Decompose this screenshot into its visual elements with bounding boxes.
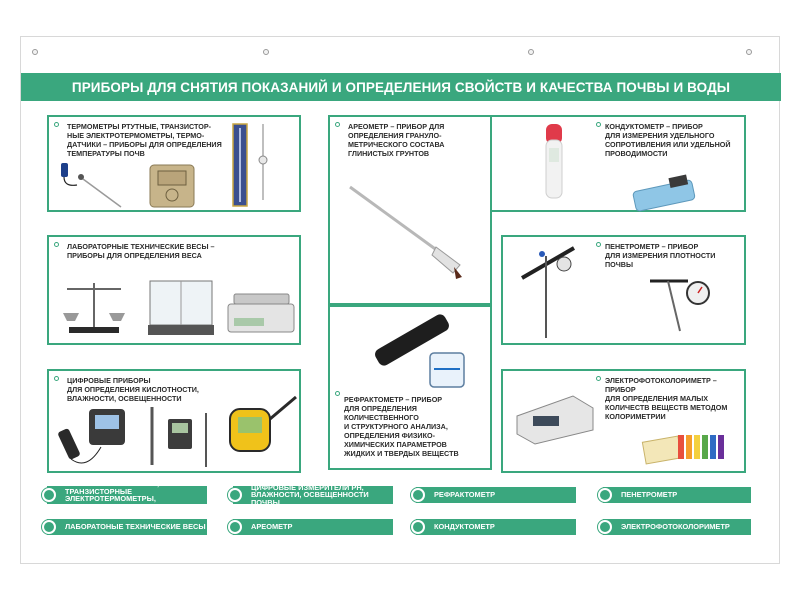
card-title: КОНДУКТОМЕТР – ПРИБОР ДЛЯ ИЗМЕРЕНИЯ УДЕЛЬНОГО СОПРОТИВЛЕНИЯ ИЛИ УДЕЛЬНОЙ ПРОВОДИМОСТИ	[605, 122, 731, 158]
pill-digital	[233, 482, 393, 507]
bullet	[596, 122, 601, 127]
mount-hole	[746, 49, 752, 55]
bullet	[54, 376, 59, 381]
bullet	[596, 242, 601, 247]
electronic-scale-icon	[224, 292, 299, 342]
card-areometer	[328, 115, 492, 305]
mount-hole	[528, 49, 534, 55]
pill-bullet	[228, 488, 242, 502]
bullet	[54, 122, 59, 127]
bullet	[335, 122, 340, 127]
pill-conductometer	[416, 519, 576, 535]
pill-bullet	[598, 488, 612, 502]
card-conductometer	[490, 115, 746, 212]
penetrometer-handle-icon	[518, 242, 588, 337]
pill-bullet	[42, 488, 56, 502]
pill-areometer	[233, 519, 393, 535]
pill-bullet	[228, 520, 242, 534]
analytical-balance-icon	[144, 275, 219, 340]
card-penetrometer	[501, 235, 746, 345]
soil-tester-icon	[144, 407, 214, 472]
card-title: ЦИФРОВЫЕ ПРИБОРЫ ДЛЯ ОПРЕДЕЛЕНИЯ КИСЛОТНОСТИ, ВЛАЖНОСТИ, ОСВЕЩЕННОСТИ	[67, 376, 199, 403]
soil-sensor-icon	[144, 157, 204, 212]
pill-label: ЛАБОРАТОНЫЕ ТЕХНИЧЕСКИЕ ВЕСЫ	[65, 522, 206, 532]
card-digital	[47, 369, 301, 473]
card-title: РЕФРАКТОМЕТР – ПРИБОР ДЛЯ ОПРЕДЕЛЕНИЯ КОЛИЧЕСТВЕННОГО И СТРУКТУРНОГО АНАЛИЗА, ОПРЕДЕЛЕНИЯ ФИЗИКО- ХИМИЧЕСКИХ ПАРАМЕТРОВ ЖИДКИХ И ТВЕРДЫХ ВЕЩЕСТВ	[344, 395, 459, 458]
card-title: ПЕНЕТРОМЕТР – ПРИБОР ДЛЯ ИЗМЕРЕНИЯ ПЛОТНОСТИ ПОЧВЫ	[605, 242, 716, 269]
areometer-icon	[338, 179, 488, 299]
bullet	[335, 391, 340, 396]
pill-refractometer	[416, 487, 576, 503]
pill-bullet	[42, 520, 56, 534]
pill-bullet	[598, 520, 612, 534]
penetrometer-gauge-icon	[638, 273, 728, 333]
bullet	[596, 376, 601, 381]
card-refractometer	[328, 305, 492, 470]
card-thermometers	[47, 115, 301, 212]
conductometer-icon	[632, 172, 712, 212]
pill-label: ЦИФРОВЫЕ ИЗМЕРИТЕЛИ РН, ВЛАЖНОСТИ, ОСВЕЩЕННОСТИ ПОЧВЫ	[251, 482, 369, 507]
pill-label: ТЕРМОМЕТРЫ РТУТНЫЕ, ТРАНЗИСТОРНЫЕ ЭЛЕКТРОТЕРМОМЕТРЫ, ТЕРМОДАТЧИКИ	[65, 479, 160, 511]
pill-bullet	[411, 488, 425, 502]
page-title: ПРИБОРЫ ДЛЯ СНЯТИЯ ПОКАЗАНИЙ И ОПРЕДЕЛЕНИЯ СВОЙСТВ И КАЧЕСТВА ПОЧВЫ И ВОДЫ	[21, 73, 781, 101]
card-photocolorimeter	[501, 369, 746, 473]
card-title: АРЕОМЕТР – ПРИБОР ДЛЯ ОПРЕДЕЛЕНИЯ ГРАНУЛО- МЕТРИЧЕСКОГО СОСТАВА ГЛИНИСТЫХ ГРУНТОВ	[348, 122, 445, 158]
mercury-thermometer-icon	[229, 120, 289, 210]
poster	[20, 36, 780, 564]
pill-label: ЭЛЕКТРОФОТОКОЛОРИМЕТР	[621, 522, 730, 532]
ph-meter-icon	[57, 407, 137, 472]
refractometer-icon	[360, 311, 470, 391]
ph-test-strips-icon	[638, 429, 728, 469]
bullet	[54, 242, 59, 247]
mount-hole	[32, 49, 38, 55]
card-title: ЭЛЕКТРОФОТОКОЛОРИМЕТР – ПРИБОР ДЛЯ ОПРЕДЕЛЕНИЯ МАЛЫХ КОЛИЧЕСТВ ВЕЩЕСТВ МЕТОДОМ КОЛОРИМЕТРИИ	[605, 376, 728, 421]
ph-pen-icon	[540, 122, 580, 207]
pill-penetrometer	[603, 487, 751, 503]
pill-label: РЕФРАКТОМЕТР	[434, 490, 496, 500]
card-title: ЛАБОРАТОРНЫЕ ТЕХНИЧЕСКИЕ ВЕСЫ – ПРИБОРЫ ДЛЯ ОПРЕДЕЛЕНИЯ ВЕСА	[67, 242, 215, 260]
pill-label: КОНДУКТОМЕТР	[434, 522, 495, 532]
pill-label: АРЕОМЕТР	[251, 522, 293, 532]
balance-scale-icon	[59, 277, 129, 337]
mount-hole	[263, 49, 269, 55]
card-scales	[47, 235, 301, 345]
pill-photocolorimeter	[603, 519, 751, 535]
card-title: ТЕРМОМЕТРЫ РТУТНЫЕ, ТРАНЗИСТОР- НЫЕ ЭЛЕКТРОТЕРМОМЕТРЫ, ТЕРМО- ДАТЧИКИ – ПРИБОРЫ ДЛЯ ОПРЕДЕЛЕНИЯ ТЕМПЕРАТУРЫ ПОЧВ	[67, 122, 222, 158]
photocolorimeter-icon	[513, 386, 598, 446]
thermometer-probe-icon	[59, 157, 139, 212]
pill-scales	[47, 519, 207, 535]
moisture-meter-icon	[224, 395, 304, 460]
pill-thermometers	[47, 479, 207, 511]
pill-bullet	[411, 520, 425, 534]
pill-label: ПЕНЕТРОМЕТР	[621, 490, 678, 500]
